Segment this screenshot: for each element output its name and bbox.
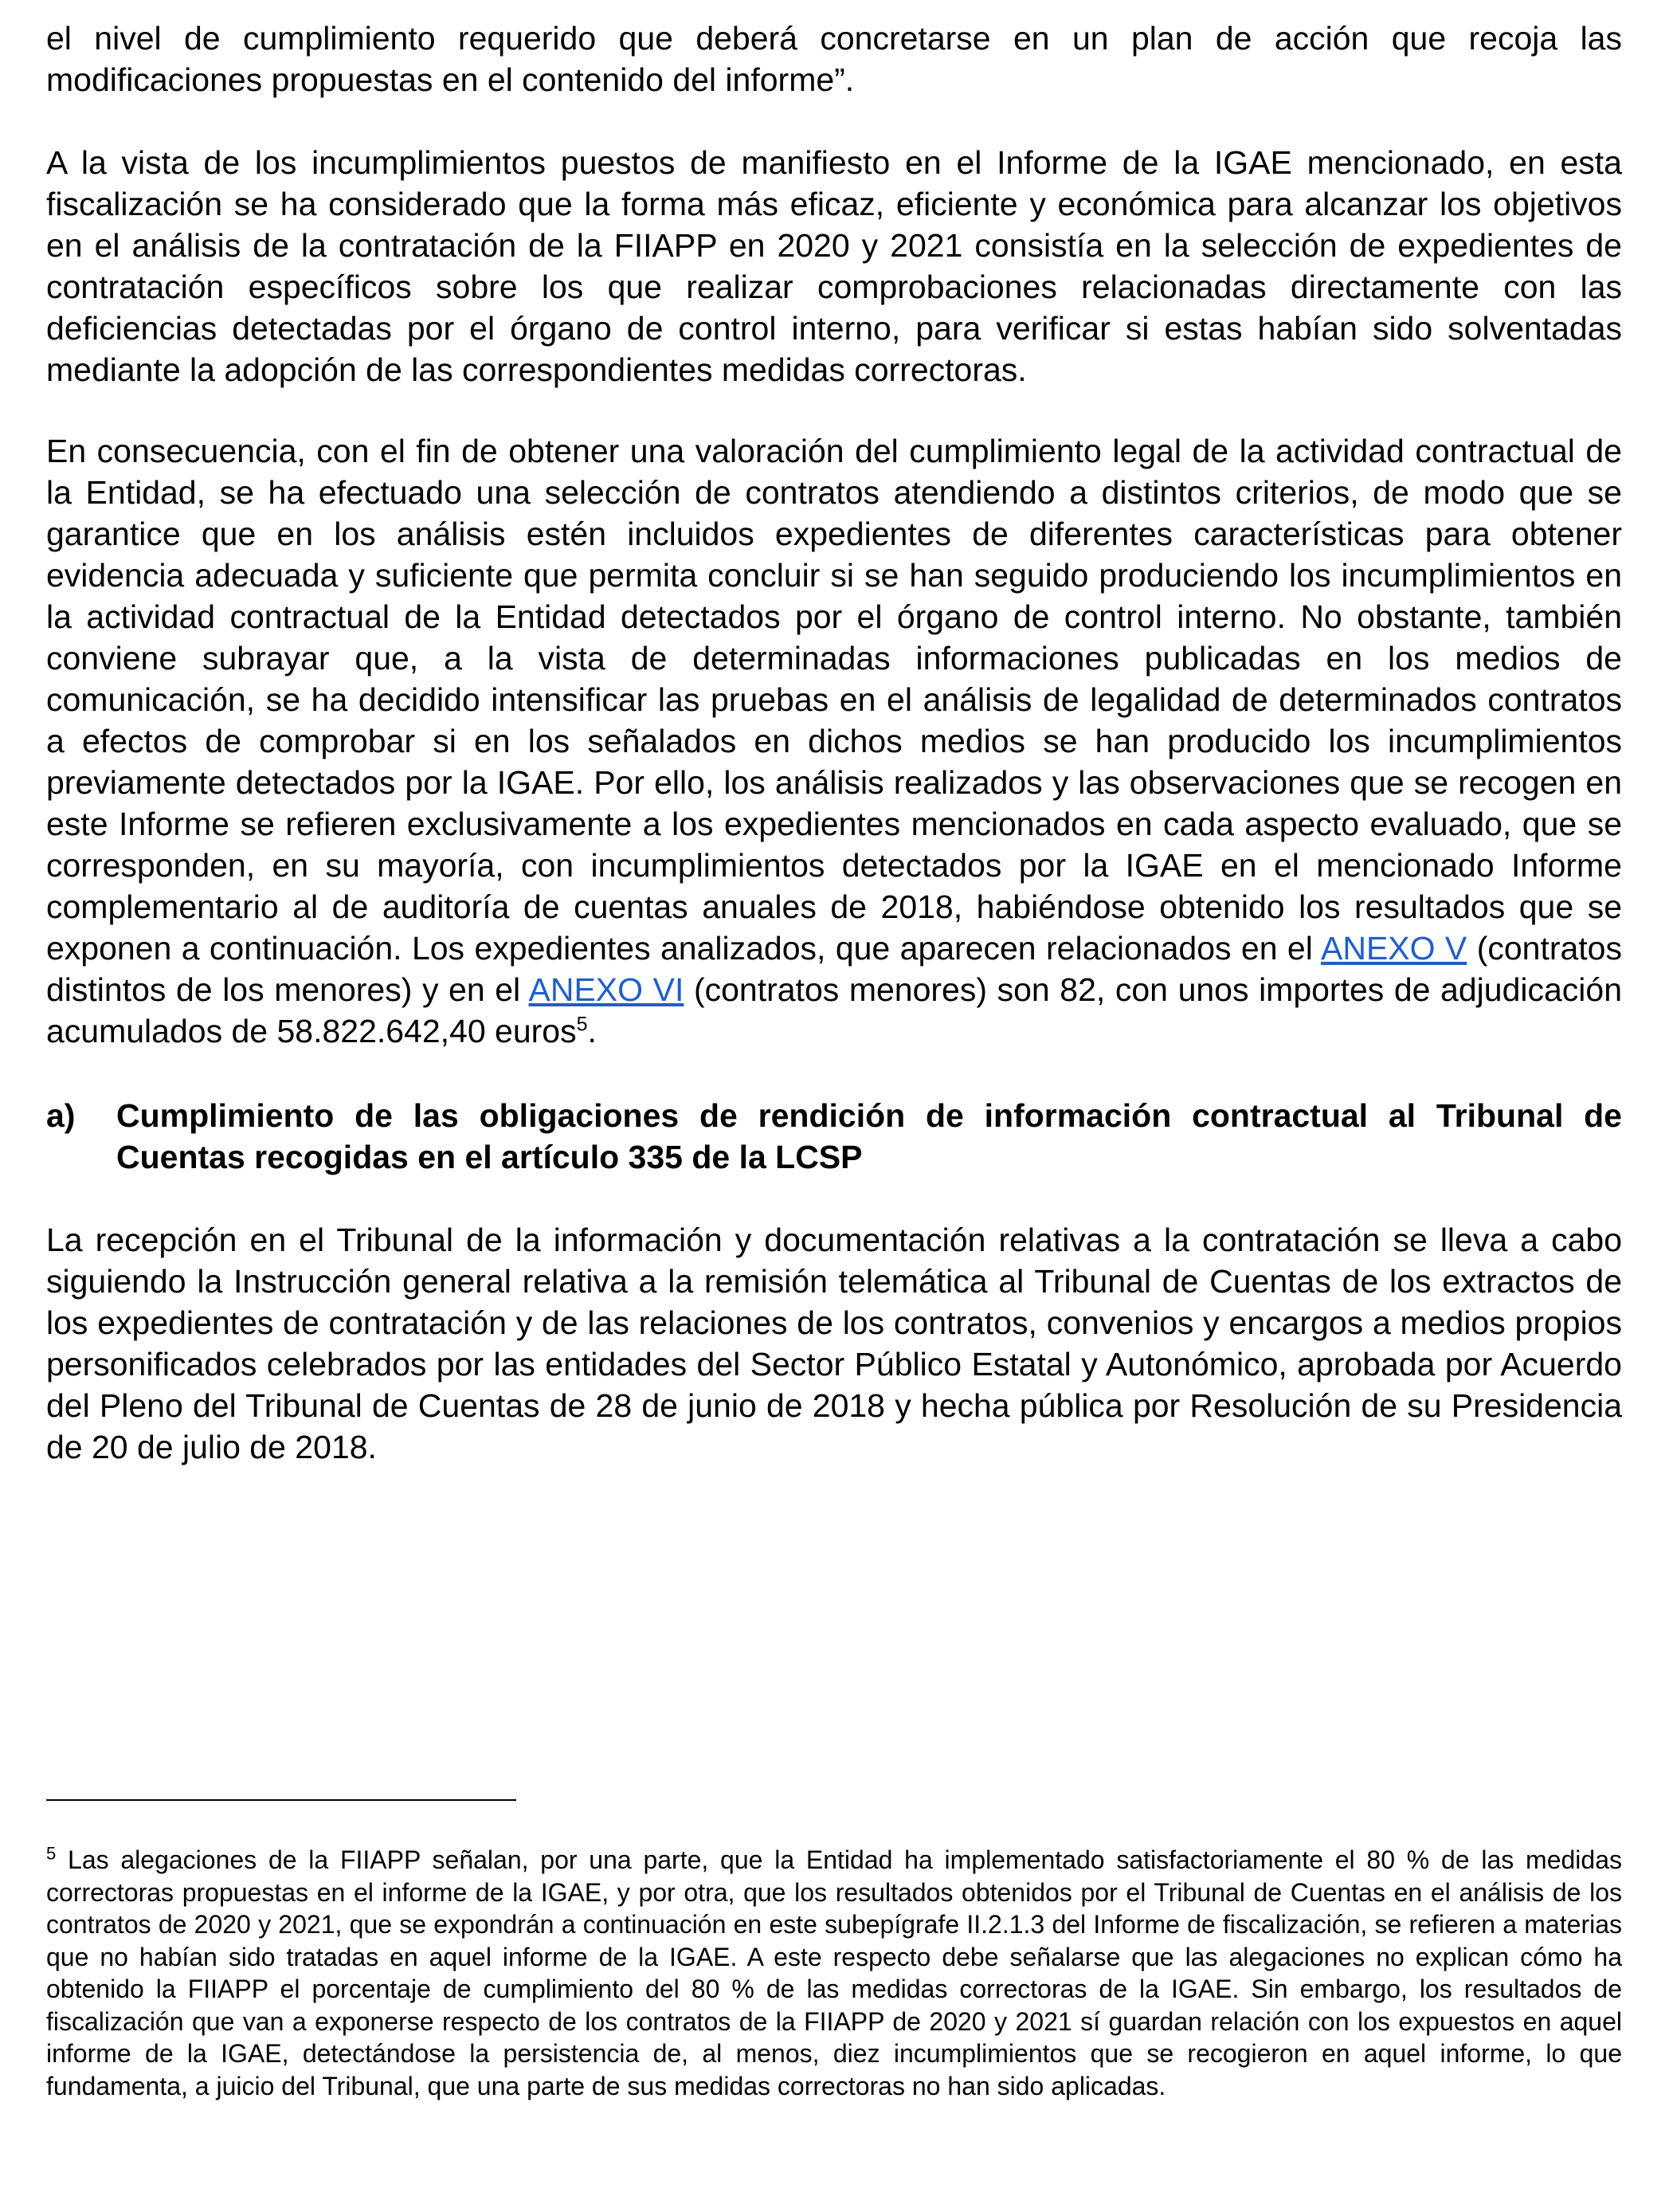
paragraph-3-text-end: . (587, 1013, 597, 1049)
document-body (46, 18, 1622, 1468)
footnote (46, 1844, 1622, 2102)
paragraph-3-text-c: (contratos menores) son 82, con unos importes de adjudicación acumulados de 58.822.642,40 euros (46, 971, 1623, 1049)
paragraph-4: La recepción en el Tribunal de la información y documentación relativas a la contratación se lleva a cabo siguiendo la Instrucción general relativa a la remisión telemática al Tribunal de Cuentas de los extractos de los expedientes de contratación y de las relaciones de los contratos, convenios y encargos a medios propios personificados celebrados por las entidades del Sector Público Estatal y Autonómico, aprobada por Acuerdo del Pleno del Tribunal de Cuentas de 28 de junio de 2018 y hecha pública por Resolución de su Presidencia de 20 de julio de 2018. (46, 1222, 1622, 1465)
section-heading-marker: a) (46, 1097, 76, 1134)
paragraph-3-text-a: En consecuencia, con el fin de obtener una valoración del cumplimiento legal de la actividad contractual de la Entidad, se ha efectuado una selección de contratos atendiendo a distintos criterios, de modo que se garantice que en los análisis estén incluidos expedientes de diferentes características para obtener evidencia adecuada y suficiente que permita concluir si se han seguido produciendo los incumplimientos en la actividad contractual de la Entidad detectados por el órgano de control interno. No obstante, también conviene subrayar que, a la vista de determinadas informaciones publicadas en los medios de comunicación, se ha decidido intensificar las pruebas en el análisis de legalidad de determinados contratos a efectos de comprobar si en los señalados en dichos medios se han producido los incumplimientos previamente detectados por la IGAE. Por ello, los análisis realizados y las observaciones que se recogen en este Informe se refieren exclusivamente a los expedientes mencionados en cada aspecto evaluado, que se corresponden, en su mayoría, con incumplimientos detectados por la IGAE en el mencionado Informe complementario al de auditoría de cuentas anuales de 2018, habiéndose obtenido los resultados que se exponen a continuación. Los expedientes analizados, que aparecen relacionados en el (46, 433, 1622, 967)
paragraph-3 (46, 430, 1622, 1052)
paragraph-2: A la vista de los incumplimientos puestos de manifiesto en el Informe de la IGAE mencionado, en esta fiscalización se ha considerado que la forma más eficaz, eficiente y económica para alcanzar los objetivos en el análisis de la contratación de la FIIAPP en 2020 y 2021 consistía en la selección de expedientes de contratación específicos sobre los que realizar comprobaciones relacionadas directamente con las deficiencias detectadas por el órgano de control interno, para verificar si estas habían sido solventadas mediante la adopción de las correspondientes medidas correctoras. (46, 144, 1622, 388)
anexo-v-link[interactable]: ANEXO V (1320, 930, 1467, 967)
section-heading-text: Cumplimiento de las obligaciones de rendición de información contractual al Tribunal de Cuentas recogidas en el artículo 335 de la LCSP (116, 1097, 1622, 1175)
footnote-text: Las alegaciones de la FIIAPP señalan, por una parte, que la Entidad ha implementado satisfactoriamente el 80 % de las medidas correctoras propuestas en el informe de la IGAE, y por otra, que los resultados obtenidos por el Tribunal de Cuentas en el análisis de los contratos de 2020 y 2021, que se expondrán a continuación en este subepígrafe II.2.1.3 del Informe de fiscalización, se refieren a materias que no habían sido tratadas en aquel informe de la IGAE. A este respecto debe señalarse que las alegaciones no explican cómo ha obtenido la FIIAPP el porcentaje de cumplimiento del 80 % de las medidas correctoras de la IGAE. Sin embargo, los resultados de fiscalización que van a exponerse respecto de los contratos de la FIIAPP de 2020 y 2021 sí guardan relación con los expuestos en aquel informe de la IGAE, detectándose la persistencia de, al menos, diez incumplimientos que se recogieron en aquel informe, lo que fundamenta, a juicio del Tribunal, que una parte de sus medidas correctoras no han sido aplicadas. (46, 1845, 1622, 2100)
paragraph-1: el nivel de cumplimiento requerido que deberá concretarse en un plan de acción que recoja las modificaciones propuestas en el contenido del informe”. (46, 20, 1622, 98)
footnote-number: 5 (46, 1843, 57, 1864)
paragraph-3-text-b: (contratos distintos de los menores) y en el (46, 930, 1622, 1008)
footnote-divider (46, 1799, 516, 1801)
footnote-reference[interactable]: 5 (576, 1013, 588, 1036)
section-heading (46, 1095, 1622, 1178)
anexo-vi-link[interactable]: ANEXO VI (528, 971, 684, 1008)
